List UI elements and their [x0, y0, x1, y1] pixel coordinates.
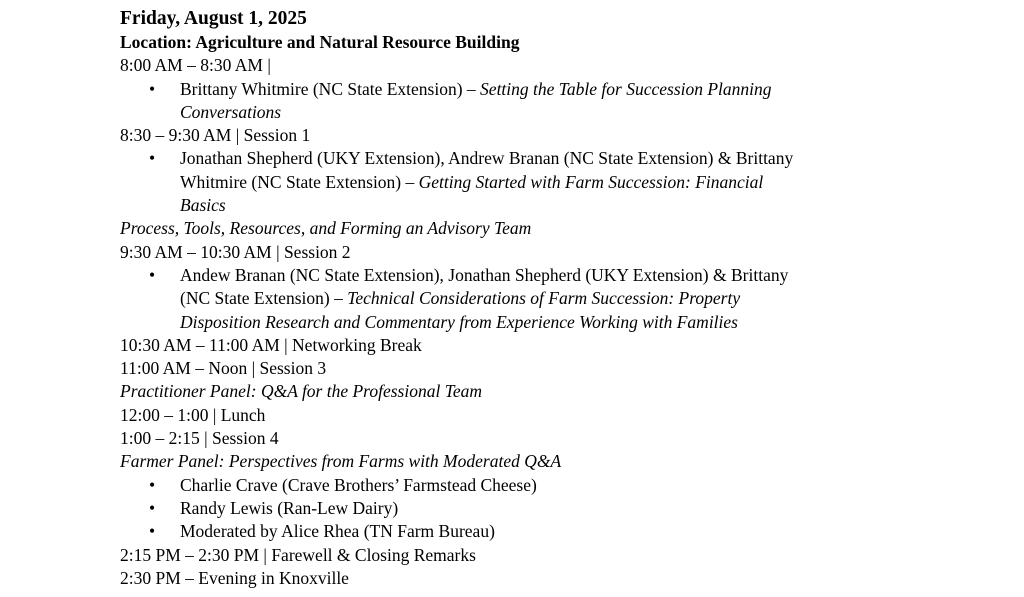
- session-subtitle: Farmer Panel: Perspectives from Farms with Moderated Q&A: [120, 451, 562, 472]
- bullet-icon: •: [149, 474, 156, 495]
- session-title: Technical Considerations of Farm Succession: Property: [347, 288, 741, 309]
- agenda-date: Friday, August 1, 2025: [120, 8, 307, 29]
- time-slot: 1:00 – 2:15 | Session 4: [120, 428, 279, 449]
- time-slot: 12:00 – 1:00 | Lunch: [120, 404, 266, 425]
- speaker-name: Brittany Whitmire (NC State Extension) –: [180, 78, 481, 99]
- speaker-list: [120, 264, 980, 334]
- speaker-list: [120, 78, 980, 125]
- time-slot: 10:30 AM – 11:00 AM | Networking Break: [120, 334, 422, 355]
- speaker-name: (NC State Extension) –: [180, 288, 348, 309]
- bullet-icon: •: [149, 521, 156, 542]
- bullet-icon: •: [149, 148, 156, 169]
- time-slot: 11:00 AM – Noon | Session 3: [120, 358, 327, 379]
- bullet-icon: •: [149, 497, 156, 518]
- session-title: Setting the Table for Succession Planning: [480, 78, 772, 99]
- time-slot: 8:30 – 9:30 AM | Session 1: [120, 125, 311, 146]
- location-line: Location: Agriculture and Natural Resource Building: [120, 32, 520, 52]
- speaker-names: Jonathan Shepherd (UKY Extension), Andrew Branan (NC State Extension) & Brittany: [180, 148, 794, 169]
- session-title: Getting Started with Farm Succession: Financial: [418, 171, 764, 192]
- panelist: Charlie Crave (Crave Brothers’ Farmstead Cheese): [180, 474, 537, 495]
- time-slot: 2:15 PM – 2:30 PM | Farewell & Closing Remarks: [120, 544, 476, 565]
- session-title-cont: Conversations: [180, 101, 282, 122]
- agenda-document: [120, 6, 980, 590]
- speaker-name: Whitmire (NC State Extension) –: [180, 171, 419, 192]
- panelist-list: [120, 474, 980, 544]
- panelist: Randy Lewis (Ran-Lew Dairy): [180, 497, 399, 518]
- list-item: [120, 264, 880, 334]
- bullet-icon: •: [149, 264, 156, 285]
- time-slot: 9:30 AM – 10:30 AM | Session 2: [120, 241, 351, 262]
- speaker-list: [120, 147, 980, 217]
- list-item: [120, 147, 880, 217]
- list-item: [120, 474, 880, 497]
- session-subtitle: Process, Tools, Resources, and Forming an Advisory Team: [120, 218, 532, 239]
- session-title-cont: Basics: [180, 195, 226, 216]
- speaker-names: Andew Branan (NC State Extension), Jonathan Shepherd (UKY Extension) & Brittany: [180, 264, 789, 285]
- list-item: [120, 78, 880, 125]
- time-slot: 8:00 AM – 8:30 AM |: [120, 55, 271, 76]
- session-title-cont: Disposition Research and Commentary from Experience Working with Families: [180, 311, 738, 332]
- bullet-icon: •: [149, 78, 156, 99]
- time-slot: 2:30 PM – Evening in Knoxville: [120, 567, 349, 588]
- list-item: [120, 520, 880, 543]
- session-subtitle: Practitioner Panel: Q&A for the Professional Team: [120, 381, 482, 402]
- panelist: Moderated by Alice Rhea (TN Farm Bureau): [180, 521, 495, 542]
- list-item: [120, 497, 880, 520]
